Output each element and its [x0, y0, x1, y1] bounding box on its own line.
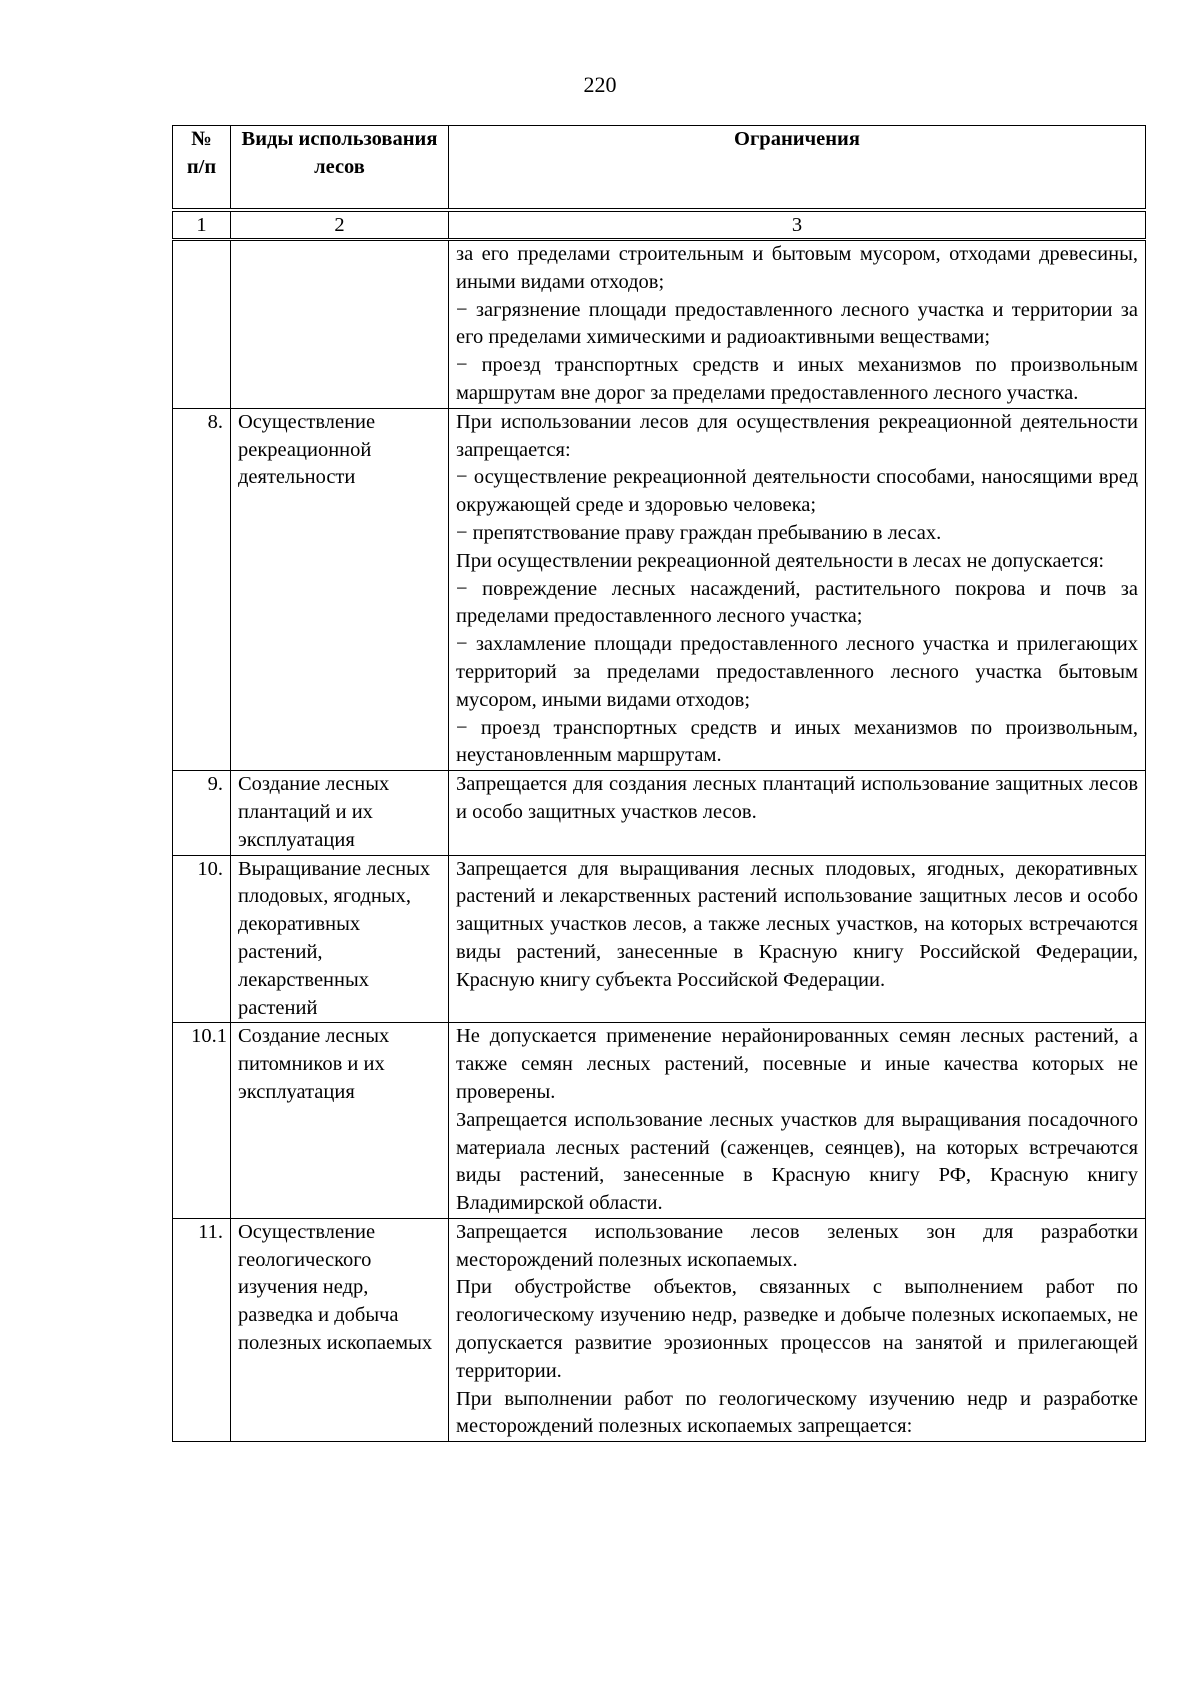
restrictions-cell — [449, 855, 1146, 1023]
usage-kind — [231, 240, 449, 409]
page-number: 220 — [583, 72, 617, 97]
row-number: 9. — [173, 771, 231, 855]
restriction-paragraph: − осуществление рекреационной деятельности способами, наносящими вред окружающей среде и здоровью человека; — [456, 466, 1138, 517]
restriction-paragraph: При использовании лесов для осуществления рекреационной деятельности запрещается: — [456, 410, 1138, 461]
restrictions-table — [172, 125, 1146, 1442]
restriction-paragraph: − повреждение лесных насаждений, растительного покрова и почв за пределами предоставленного лесного участка; — [456, 577, 1138, 628]
usage-kind: Выращивание лесных плодовых, ягодных, декоративных растений, лекарственных растений — [231, 855, 449, 1023]
column-index-row — [173, 210, 1146, 240]
restriction-paragraph: − загрязнение площади предоставленного лесного участка и территории за его пределами химическими и радиоактивными веществами; — [456, 298, 1138, 349]
restriction-paragraph: − препятствование праву граждан пребыванию в лесах. — [456, 521, 942, 544]
restriction-paragraph: − захламление площади предоставленного лесного участка и прилегающих территорий за пределами предоставленного лесного участка бытовым мусором, иными видами отходов; — [456, 633, 1138, 711]
column-index: 2 — [231, 210, 449, 240]
table-row — [173, 408, 1146, 770]
row-number: 8. — [173, 408, 231, 770]
header-restrictions: Ограничения — [449, 126, 1146, 211]
restrictions-cell — [449, 240, 1146, 409]
table-row — [173, 1023, 1146, 1219]
restriction-paragraph: за его пределами строительным и бытовым мусором, отходами древесины, иными видами отходов; — [456, 243, 1138, 293]
header-num: № п/п — [173, 126, 231, 211]
restriction-paragraph: При осуществлении рекреационной деятельности в лесах не допускается: — [456, 549, 1105, 572]
row-number: 10.1 — [173, 1023, 231, 1219]
restriction-paragraph: − проезд транспортных средств и иных механизмов по произвольным маршрутам вне дорог за пределами предоставленного лесного участка. — [456, 354, 1138, 404]
restrictions-cell — [449, 408, 1146, 770]
table-row — [173, 240, 1146, 409]
restriction-paragraph: При выполнении работ по геологическому изучению недр и разработке месторождений полезных ископаемых запрещается: — [456, 1387, 1138, 1438]
table-row — [173, 1218, 1146, 1441]
row-number: 11. — [173, 1218, 231, 1441]
restriction-paragraph: Запрещается использование лесных участков для выращивания посадочного материала лесных растений (саженцев, сеянцев), на которых встречаются виды растений, занесенные в Красную книгу РФ, Красную книгу Владимирской области. — [456, 1108, 1138, 1215]
restrictions-cell — [449, 771, 1146, 855]
table-row — [173, 771, 1146, 855]
restriction-paragraph: Запрещается для создания лесных плантаций использование защитных лесов и особо защитных участков лесов. — [456, 773, 1138, 823]
restriction-paragraph: Не допускается применение нерайонированных семян лесных растений, а также семян лесных растений, посевные и иные качества которых не проверены. — [456, 1025, 1138, 1103]
restrictions-cell — [449, 1218, 1146, 1441]
usage-kind: Создание лесных плантаций и их эксплуатация — [231, 771, 449, 855]
column-index: 1 — [173, 210, 231, 240]
restrictions-cell — [449, 1023, 1146, 1219]
header-kind: Виды использования лесов — [231, 126, 449, 211]
table-row — [173, 855, 1146, 1023]
row-number: 10. — [173, 855, 231, 1023]
usage-kind: Осуществление геологического изучения недр, разведка и добыча полезных ископаемых — [231, 1218, 449, 1441]
usage-kind: Осуществление рекреационной деятельности — [231, 408, 449, 770]
restriction-paragraph: При обустройстве объектов, связанных с выполнением работ по геологическому изучению недр, разведке и добыче полезных ископаемых, не допускается развитие эрозионных процессов на занятой и прилегающей территории. — [456, 1276, 1138, 1382]
restriction-paragraph: − проезд транспортных средств и иных механизмов по произвольным, неустановленным маршрутам. — [456, 716, 1138, 767]
usage-kind: Создание лесных питомников и их эксплуатация — [231, 1023, 449, 1219]
restriction-paragraph: Запрещается использование лесов зеленых зон для разработки месторождений полезных ископаемых. — [456, 1220, 1138, 1271]
row-number — [173, 240, 231, 409]
column-index: 3 — [449, 210, 1146, 240]
table-header-row — [173, 126, 1146, 211]
restriction-paragraph: Запрещается для выращивания лесных плодовых, ягодных, декоративных растений и лекарственных растений использование защитных лесов и особо защитных участков лесов, а также лесных участков, на которых встречаются виды растений, занесенные в Красную книгу Российской Федерации, Красную книгу субъекта Российской Федерации. — [456, 857, 1138, 991]
